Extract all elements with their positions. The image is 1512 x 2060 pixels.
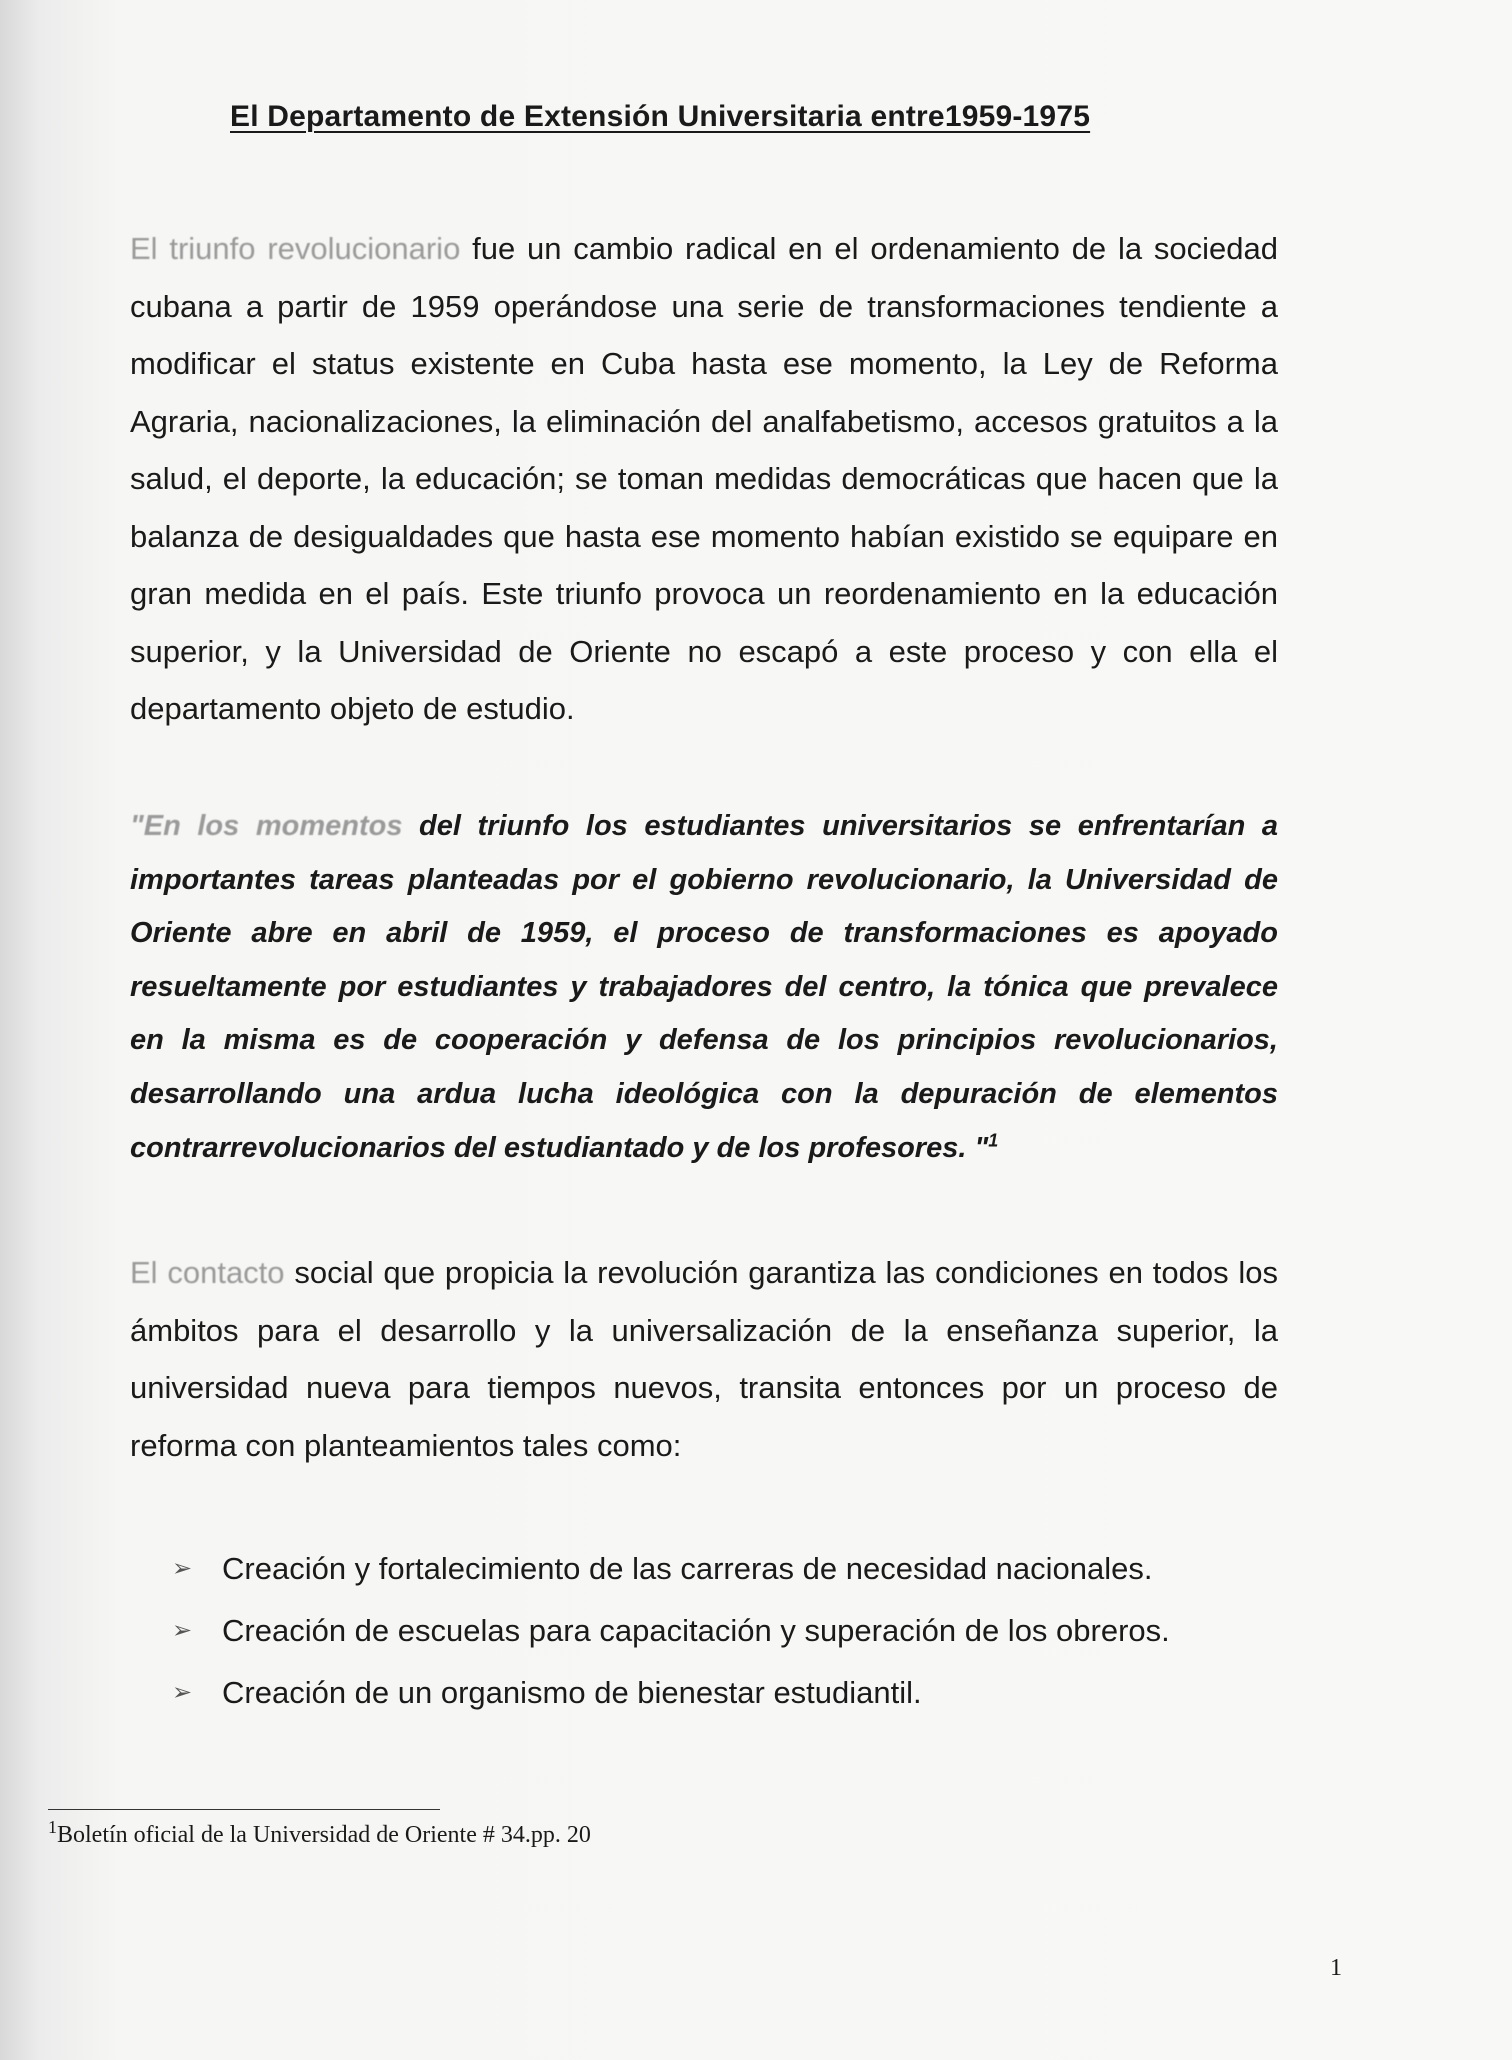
- arrow-bullet-icon: ➢: [172, 1679, 193, 1706]
- footnote-text: Boletín oficial de la Universidad de Oriente # 34.pp. 20: [57, 1822, 591, 1848]
- list-item: [170, 1664, 1270, 1722]
- footnote-reference[interactable]: 1: [988, 1129, 999, 1150]
- paragraph-3: [130, 1244, 1278, 1474]
- list-item-text: Creación y fortalecimiento de las carreras de necesidad nacionales.: [222, 1551, 1153, 1586]
- arrow-bullet-icon: ➢: [172, 1555, 193, 1582]
- paragraph-1-text: fue un cambio radical en el ordenamiento de la sociedad cubana a partir de 1959 operándose una serie de transformaciones tendiente a modificar el status existente en Cuba hasta ese momento, la Ley de Reforma Agraria, nacionalizaciones, la eliminación del analfabetismo, accesos gratuitos a la salud, el deporte, la educación; se toman medidas democráticas que hacen que la balanza de desigualdades que hasta ese momento habían existido se equipare en gran medida en el país. Este triunfo provoca un reordenamiento en la educación superior, y la Universidad de Oriente no escapó a este proceso y con ella el departamento objeto de estudio.: [130, 231, 1278, 726]
- list-item: [170, 1602, 1270, 1660]
- list-item-text: Creación de un organismo de bienestar estudiantil.: [222, 1675, 922, 1710]
- paragraph-3-lead: El contacto: [130, 1255, 285, 1290]
- arrow-bullet-icon: ➢: [172, 1617, 193, 1644]
- footnote: [48, 1817, 591, 1849]
- list-item: [170, 1540, 1270, 1598]
- footnote-divider: [48, 1809, 440, 1810]
- reform-list: [170, 1540, 1270, 1726]
- paragraph-3-text: social que propicia la revolución garantiza las condiciones en todos los ámbitos para el desarrollo y la universalización de la enseñanza superior, la universidad nueva para tiempos nuevos, transita entonces por un proceso de reforma con planteamientos tales como:: [130, 1255, 1278, 1463]
- list-item-text: Creación de escuelas para capacitación y superación de los obreros.: [222, 1613, 1170, 1648]
- paragraph-1: [130, 220, 1278, 738]
- footnote-number: 1: [48, 1817, 57, 1837]
- quote-paragraph: [130, 800, 1278, 1175]
- page-number: 1: [1330, 1955, 1342, 1981]
- document-title: El Departamento de Extensión Universitaria entre1959-1975: [230, 100, 1091, 133]
- paragraph-1-lead: El triunfo revolucionario: [130, 231, 461, 266]
- quote-paragraph-lead: "En los momentos: [130, 810, 403, 842]
- quote-paragraph-text: del triunfo los estudiantes universitarios se enfrentarían a importantes tareas planteadas por el gobierno revolucionario, la Universidad de Oriente abre en abril de 1959, el proceso de transformaciones es apoyado resueltamente por estudiantes y trabajadores del centro, la tónica que prevalece en la misma es de cooperación y defensa de los principios revolucionarios, desarrollando una ardua lucha ideológica con la depuración de elementos contrarrevolucionarios del estudiantado y de los profesores. ": [130, 810, 1278, 1164]
- bleed-through-text: [240, 150, 248, 181]
